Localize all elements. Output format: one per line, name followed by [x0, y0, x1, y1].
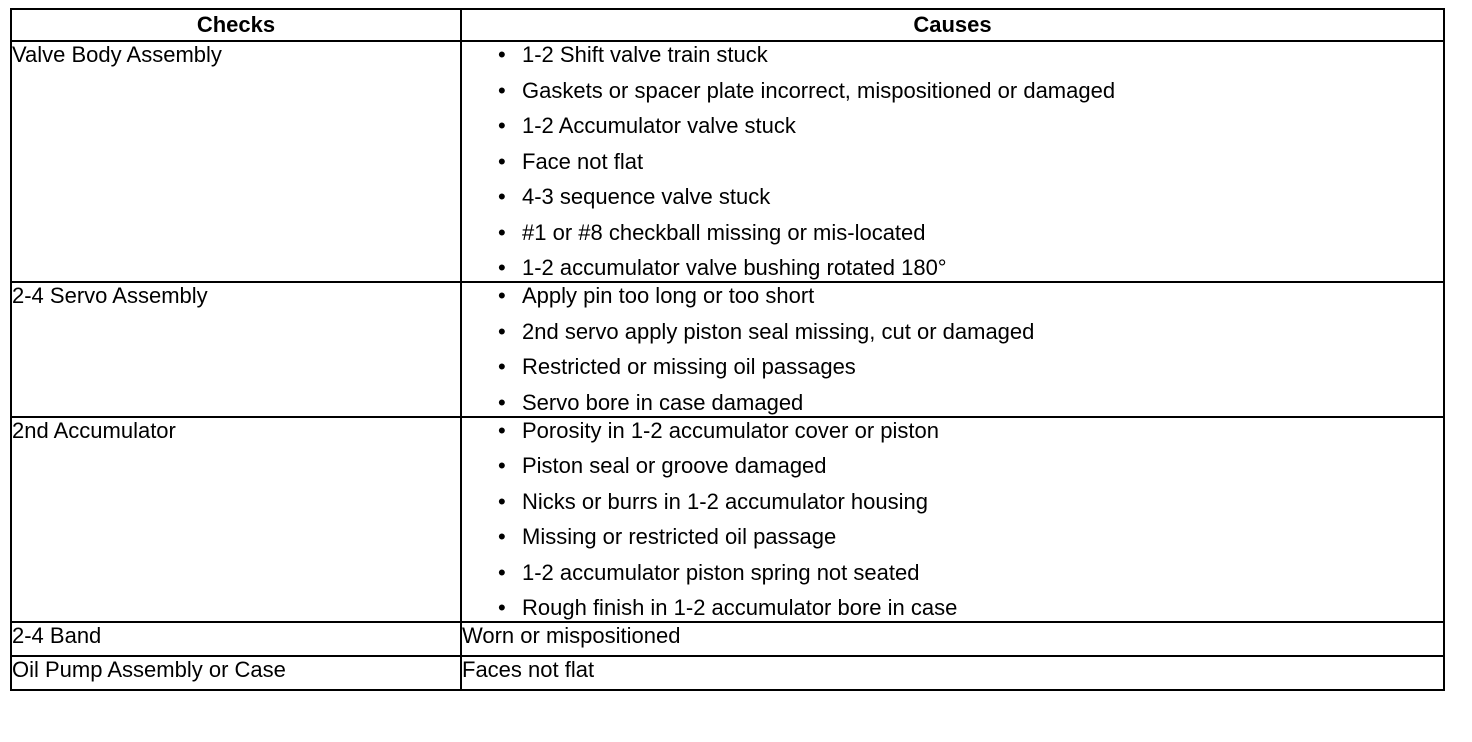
list-item — [462, 78, 1443, 114]
list-item — [462, 42, 1443, 78]
column-header-causes: Causes — [461, 9, 1444, 41]
bullet-icon: • — [498, 77, 506, 103]
list-item — [462, 283, 1443, 319]
bullet-icon: • — [498, 42, 506, 67]
list-item — [462, 595, 1443, 621]
bullet-icon: • — [498, 389, 506, 415]
table-row — [11, 282, 1444, 417]
cause-text: Piston seal or groove damaged — [522, 453, 827, 478]
bullet-icon: • — [498, 283, 506, 308]
list-item — [462, 390, 1443, 416]
bullet-icon: • — [498, 524, 506, 549]
bullet-icon: • — [498, 595, 506, 620]
causes-cell — [461, 417, 1444, 623]
cause-text: Rough finish in 1-2 accumulator bore in case — [522, 595, 958, 620]
table-row — [11, 622, 1444, 656]
list-item — [462, 560, 1443, 596]
header-row — [11, 9, 1444, 41]
list-item — [462, 220, 1443, 256]
bullet-icon: • — [498, 318, 506, 344]
bullet-icon: • — [498, 255, 506, 280]
list-item — [462, 453, 1443, 489]
list-item — [462, 113, 1443, 149]
bullet-icon: • — [498, 453, 506, 478]
cause-text: Missing or restricted oil passage — [522, 524, 837, 549]
cause-text: 1-2 accumulator valve bushing rotated 180° — [522, 255, 947, 280]
cause-text: Face not flat — [522, 148, 644, 174]
cause-text: #1 or #8 checkball missing or mis-located — [522, 219, 926, 245]
bullet-icon: • — [498, 219, 506, 245]
cause-text: 2nd servo apply piston seal missing, cut or damaged — [522, 318, 1035, 344]
list-item — [462, 418, 1443, 454]
cause-text: 1-2 Shift valve train stuck — [522, 42, 768, 67]
list-item — [462, 524, 1443, 560]
table-row — [11, 656, 1444, 690]
cause-text: Restricted or missing oil passages — [522, 354, 856, 379]
causes-list — [462, 283, 1443, 416]
cause-text: Apply pin too long or too short — [522, 283, 815, 308]
bullet-icon: • — [498, 148, 506, 174]
bullet-icon: • — [498, 184, 506, 209]
diagnosis-table — [10, 8, 1445, 691]
causes-list — [462, 418, 1443, 622]
cause-text: Servo bore in case damaged — [522, 389, 804, 415]
check-cell: Oil Pump Assembly or Case — [11, 656, 461, 690]
cause-text: 1-2 Accumulator valve stuck — [522, 113, 796, 138]
list-item — [462, 354, 1443, 390]
list-item — [462, 489, 1443, 525]
column-header-checks: Checks — [11, 9, 461, 41]
list-item — [462, 149, 1443, 185]
cause-cell: Faces not flat — [461, 656, 1444, 690]
bullet-icon: • — [498, 113, 506, 138]
table-row — [11, 41, 1444, 282]
table-row — [11, 417, 1444, 623]
cause-text: Porosity in 1-2 accumulator cover or piston — [522, 417, 939, 443]
bullet-icon: • — [498, 417, 506, 443]
causes-cell — [461, 282, 1444, 417]
cause-text: Gaskets or spacer plate incorrect, mispositioned or damaged — [522, 77, 1116, 103]
bullet-icon: • — [498, 488, 506, 514]
cause-text: 4-3 sequence valve stuck — [522, 184, 771, 209]
list-item — [462, 184, 1443, 220]
causes-list — [462, 42, 1443, 281]
bullet-icon: • — [498, 354, 506, 379]
check-cell: 2-4 Band — [11, 622, 461, 656]
causes-cell — [461, 41, 1444, 282]
list-item — [462, 319, 1443, 355]
check-cell: 2-4 Servo Assembly — [11, 282, 461, 417]
bullet-icon: • — [498, 559, 506, 585]
check-cell: Valve Body Assembly — [11, 41, 461, 282]
cause-text: Nicks or burrs in 1-2 accumulator housing — [522, 488, 928, 514]
cause-cell: Worn or mispositioned — [461, 622, 1444, 656]
list-item — [462, 255, 1443, 281]
check-cell: 2nd Accumulator — [11, 417, 461, 623]
cause-text: 1-2 accumulator piston spring not seated — [522, 559, 920, 585]
